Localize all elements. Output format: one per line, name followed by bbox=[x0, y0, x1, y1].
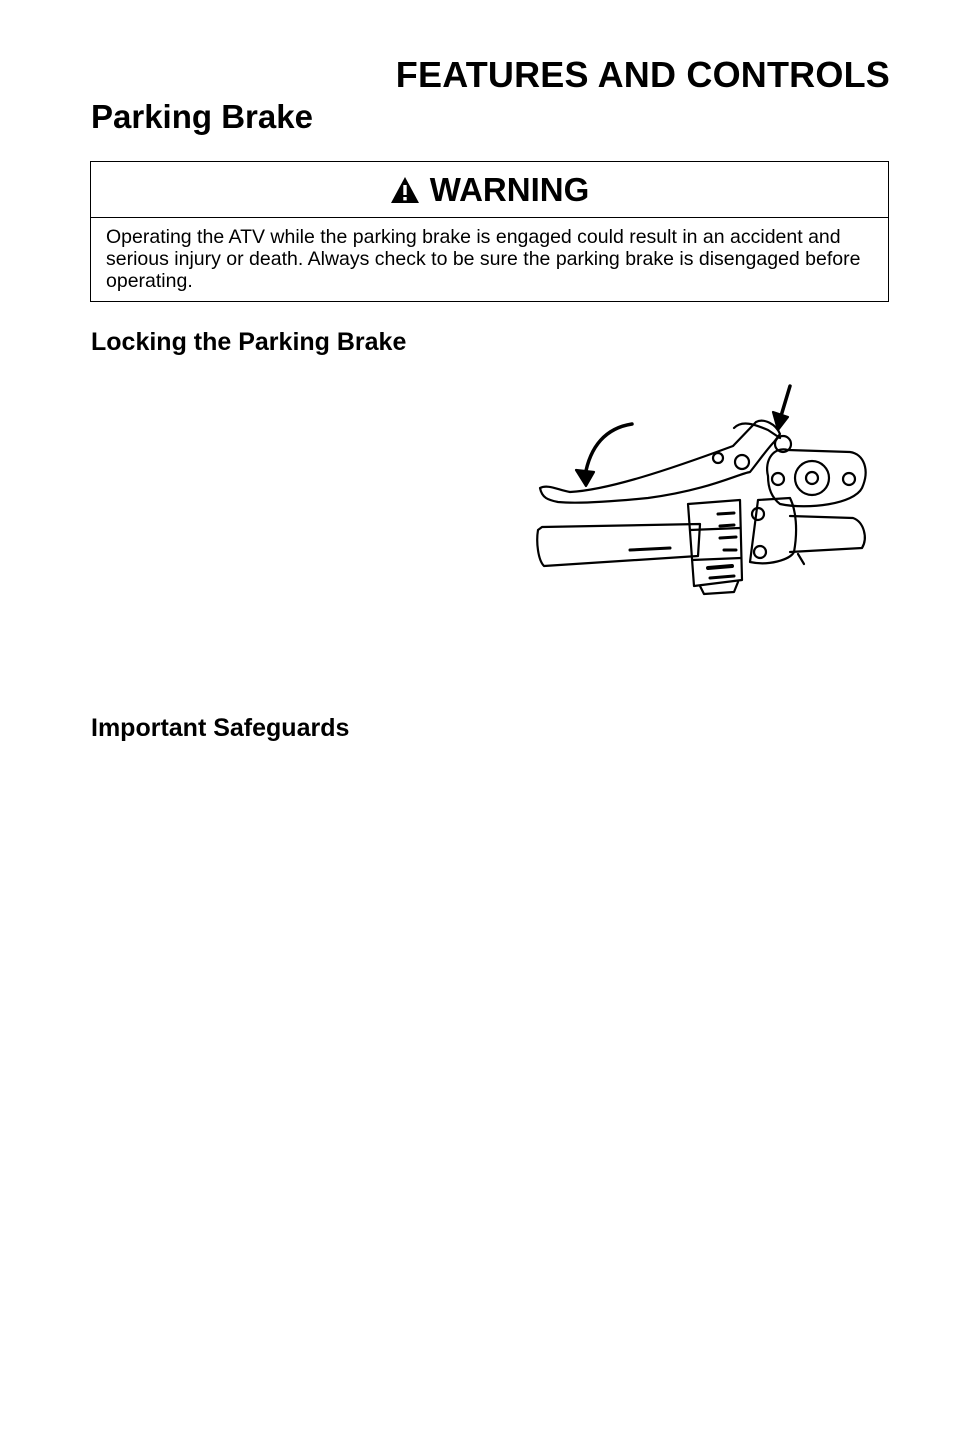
straight-arrow-icon bbox=[781, 386, 790, 416]
warning-header bbox=[91, 162, 888, 218]
section-title: Parking Brake bbox=[91, 98, 313, 135]
warning-triangle-icon bbox=[390, 176, 420, 204]
curved-arrow-icon bbox=[585, 424, 632, 476]
warning-text: Operating the ATV while the parking brake is engaged could result in an accident and serious injury or death. Always check to be sure the parking brake is disengaged before operating. bbox=[106, 226, 861, 292]
warning-title: WARNING bbox=[429, 170, 590, 208]
brake-lever-illustration bbox=[528, 380, 873, 602]
safeguards-heading: Important Safeguards bbox=[91, 714, 350, 742]
warning-box bbox=[90, 161, 889, 302]
chapter-title: FEATURES AND CONTROLS bbox=[395, 54, 890, 95]
brake-lever bbox=[540, 421, 780, 503]
curved-arrow-head bbox=[576, 470, 594, 486]
locking-heading: Locking the Parking Brake bbox=[91, 328, 407, 356]
handlebar-grip bbox=[537, 524, 700, 566]
handlebar-tube bbox=[790, 516, 865, 552]
